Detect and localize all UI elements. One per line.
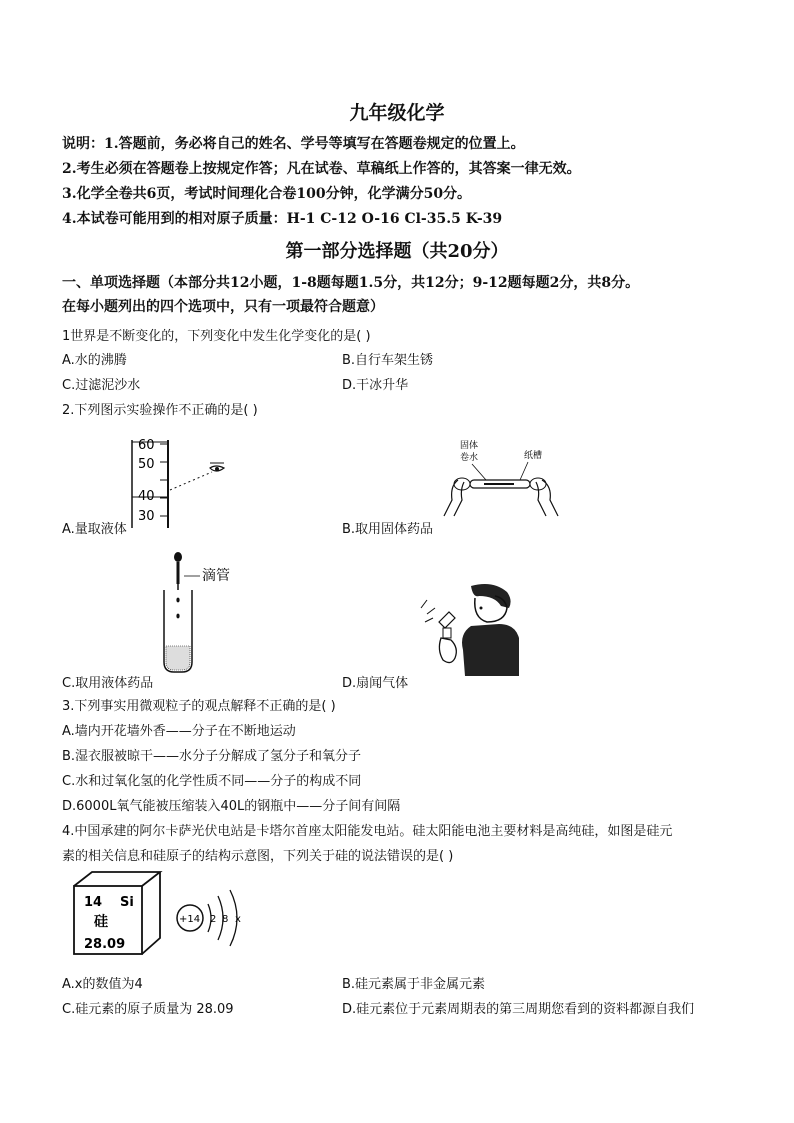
atomic-number: 14 bbox=[84, 895, 103, 910]
label-dropper: 滴管 bbox=[202, 568, 230, 584]
shell-1-electrons: 2 bbox=[210, 914, 217, 925]
label-tube: 卷水 bbox=[460, 453, 479, 463]
question-4-stem-line2: 素的相关信息和硅原子的结构示意图，下列关于硅的说法错误的是( ) bbox=[62, 849, 454, 864]
cylinder-tick-30: 30 bbox=[138, 509, 155, 524]
page-title: 九年级化学 bbox=[349, 102, 445, 124]
section-heading-line2: 在每小题列出的四个选项中，只有一项最符合题意） bbox=[62, 299, 384, 315]
figure-dropper-test-tube bbox=[150, 550, 250, 675]
question-4-stem-line1: 4.中国承建的阿尔卡萨光伏电站是卡塔尔首座太阳能发电站。硅太阳能电池主要材料是高纯硅，如图是硅元 bbox=[62, 824, 673, 839]
figure-wafting-gas bbox=[415, 578, 525, 678]
label-trough: 纸槽 bbox=[524, 451, 543, 461]
atomic-mass: 28.09 bbox=[84, 937, 126, 952]
q3-option-d: D.6000L氧气能被压缩装入40L的钢瓶中——分子间有间隔 bbox=[62, 799, 401, 814]
cylinder-tick-50: 50 bbox=[138, 457, 155, 472]
element-symbol: Si bbox=[120, 895, 134, 910]
cylinder-tick-40: 40 bbox=[138, 489, 155, 504]
instruction-3: 3.化学全卷共6页，考试时间理化合卷100分钟，化学满分50分。 bbox=[62, 186, 472, 202]
q1-option-b: B.自行车架生锈 bbox=[342, 353, 434, 368]
q3-option-a: A.墙内开花墙外香——分子在不断地运动 bbox=[62, 724, 296, 739]
nucleus-charge: +14 bbox=[179, 914, 201, 925]
q4-option-c: C.硅元素的原子质量为 28.09 bbox=[62, 1002, 234, 1017]
instruction-1: 说明：1.答题前，务必将自己的姓名、学号等填写在答题卷规定的位置上。 bbox=[62, 136, 525, 152]
q4-option-a: A.x的数值为4 bbox=[62, 977, 143, 992]
q1-option-c: C.过滤泥沙水 bbox=[62, 378, 141, 393]
figure-paper-trough bbox=[440, 436, 570, 518]
cylinder-tick-60: 60 bbox=[138, 438, 155, 453]
shell-3-electrons: x bbox=[235, 914, 241, 925]
q2-option-b: B.取用固体药品 bbox=[342, 522, 434, 537]
q1-option-d: D.干冰升华 bbox=[342, 378, 409, 393]
instruction-2: 2.考生必须在答题卷上按规定作答；凡在试卷、草稿纸上作答的，其答案一律无效。 bbox=[62, 161, 581, 177]
q4-option-d: D.硅元素位于元素周期表的第三周期您看到的资料都源自我们 bbox=[342, 1002, 695, 1017]
section-heading-line1: 一、单项选择题（本部分共12小题，1-8题每题1.5分，共12分；9-12题每题2分，共8分。 bbox=[62, 275, 640, 291]
q2-option-c: C.取用液体药品 bbox=[62, 676, 154, 691]
question-2-stem: 2.下列图示实验操作不正确的是( ) bbox=[62, 403, 258, 418]
q1-option-a: A.水的沸腾 bbox=[62, 353, 127, 368]
figure-measuring-cylinder bbox=[120, 432, 240, 532]
q3-option-b: B.湿衣服被晾干——水分子分解成了氢分子和氧分子 bbox=[62, 749, 362, 764]
instruction-4: 4.本试卷可能用到的相对原子质量：H-1 C-12 O-16 Cl-35.5 K-39 bbox=[62, 211, 503, 227]
shell-2-electrons: 8 bbox=[222, 914, 229, 925]
q2-option-d: D.扇闻气体 bbox=[342, 676, 409, 691]
question-1-stem: 1世界是不断变化的，下列变化中发生化学变化的是( ) bbox=[62, 329, 371, 344]
q4-option-b: B.硅元素属于非金属元素 bbox=[342, 977, 486, 992]
label-solid: 固体 bbox=[460, 441, 479, 451]
question-3-stem: 3.下列事实用微观粒子的观点解释不正确的是( ) bbox=[62, 699, 336, 714]
figure-silicon-element bbox=[70, 868, 260, 960]
element-name: 硅 bbox=[94, 914, 108, 930]
q2-option-a: A.量取液体 bbox=[62, 522, 127, 537]
q3-option-c: C.水和过氧化氢的化学性质不同——分子的构成不同 bbox=[62, 774, 362, 789]
part-title: 第一部分选择题（共20分） bbox=[285, 241, 509, 262]
